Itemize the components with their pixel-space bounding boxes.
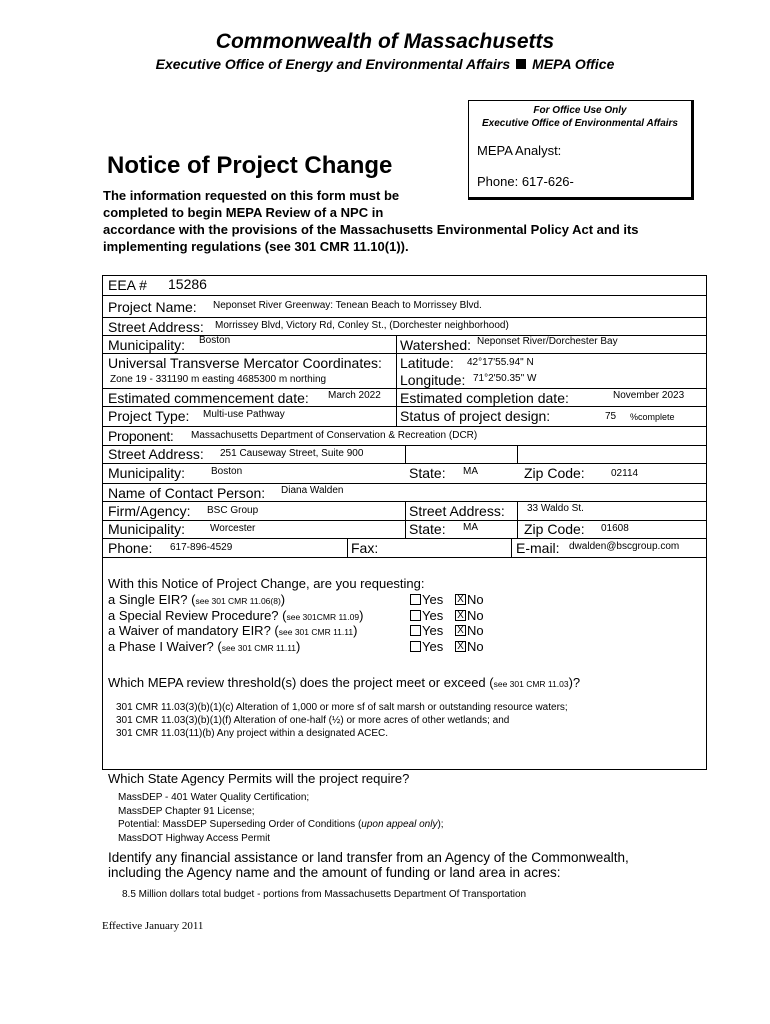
permit-end: );	[437, 819, 444, 830]
utm-label: Universal Transverse Mercator Coordinates:	[108, 355, 382, 371]
contact-person-value: Diana Walden	[281, 485, 344, 496]
request-ref: see 301CMR 11.09	[286, 612, 360, 622]
threshold-item: 301 CMR 11.03(3)(b)(1)(c) Alteration of 1,000 or more sf of salt marsh or outstanding resource waters;	[116, 702, 568, 713]
project-name-value: Neponset River Greenway: Tenean Beach to Morrissey Blvd.	[213, 300, 482, 311]
row-divider	[103, 426, 706, 427]
row-divider	[103, 538, 706, 539]
intro-text	[103, 187, 673, 255]
row-divider	[103, 406, 706, 407]
contact-municipality-value: Worcester	[210, 523, 256, 534]
column-divider	[396, 335, 397, 426]
proponent-label: Proponent:	[108, 428, 174, 444]
email-value: dwalden@bscgroup.com	[569, 541, 680, 552]
row-divider	[103, 483, 706, 484]
design-status-unit: %complete	[630, 412, 675, 422]
watershed-value: Neponset River/Dorchester Bay	[477, 336, 618, 347]
permit-item: MassDEP - 401 Water Quality Certification;	[118, 792, 310, 803]
watershed-label: Watershed:	[400, 337, 472, 353]
longitude-value: 71°2'50.35" W	[473, 373, 537, 384]
row-divider	[103, 353, 706, 354]
proponent-municipality-label: Municipality:	[108, 465, 186, 481]
intro-line: accordance with the provisions of the Massachusetts Environmental Policy Act and its	[103, 222, 639, 237]
contact-zip-value: 01608	[601, 523, 629, 534]
request-ref: see 301 CMR 11.06(8)	[195, 596, 281, 606]
proponent-value: Massachusetts Department of Conservation & Recreation (DCR)	[191, 430, 478, 441]
single-eir-no-checkbox[interactable]: X	[455, 594, 466, 605]
commencement-label: Estimated commencement date:	[108, 390, 309, 406]
office-use-heading: For Office Use Only	[533, 105, 627, 116]
request-end: )	[353, 623, 358, 638]
no-label: No	[467, 623, 484, 638]
contact-zip-label: Zip Code:	[524, 521, 585, 537]
proponent-street-value: 251 Causeway Street, Suite 900	[220, 448, 364, 459]
threshold-question-text: Which MEPA review threshold(s) does the project meet or exceed (	[108, 675, 494, 690]
phase-one-yes-checkbox[interactable]	[410, 641, 421, 652]
no-label: No	[467, 639, 484, 654]
permit-text: Potential: MassDEP Superseding Order of Conditions (	[118, 819, 362, 830]
yes-label: Yes	[422, 608, 444, 623]
contact-state-value: MA	[463, 522, 478, 533]
completion-label: Estimated completion date:	[400, 390, 569, 406]
request-question: a Special Review Procedure? (	[108, 608, 287, 623]
proponent-zip-value: 02114	[611, 468, 639, 479]
row-divider	[103, 388, 706, 389]
threshold-end: )?	[568, 675, 581, 690]
column-divider	[405, 501, 406, 538]
request-phase-one-waiver	[108, 639, 300, 654]
eea-label: EEA #	[108, 277, 147, 293]
request-question: a Waiver of mandatory EIR? (	[108, 623, 279, 638]
design-status-value: 75	[605, 411, 617, 422]
office-use-agency: Executive Office of Environmental Affairs	[482, 118, 678, 129]
row-divider	[103, 557, 706, 558]
column-divider	[511, 538, 512, 557]
contact-person-label: Name of Contact Person:	[108, 485, 266, 501]
permit-item: MassDEP Chapter 91 License;	[118, 806, 255, 817]
permits-question: Which State Agency Permits will the project require?	[108, 771, 410, 786]
request-waiver-eir	[108, 623, 357, 638]
waiver-eir-no-checkbox[interactable]: X	[455, 625, 466, 636]
page-title: Commonwealth of Massachusetts	[215, 30, 555, 53]
permit-item: MassDOT Highway Access Permit	[118, 833, 271, 844]
design-status-label: Status of project design:	[400, 408, 551, 424]
yes-label: Yes	[422, 639, 444, 654]
permit-item	[118, 819, 444, 830]
contact-municipality-label: Municipality:	[108, 521, 186, 537]
proponent-state-label: State:	[409, 465, 446, 481]
page-subtitle	[0, 56, 770, 72]
yes-label: Yes	[422, 623, 444, 638]
column-divider	[405, 445, 406, 463]
request-special-review	[108, 608, 363, 623]
request-question: a Single EIR? (	[108, 592, 196, 607]
street-address-value: Morrissey Blvd, Victory Rd, Conley St., (Dorchester neighborhood)	[215, 320, 509, 331]
email-label: E-mail:	[516, 540, 560, 556]
financial-question-line: including the Agency name and the amount of funding or land area in acres:	[108, 865, 561, 880]
subtitle-agency: Executive Office of Energy and Environmental Affairs	[155, 56, 511, 72]
request-ref: see 301 CMR 11.11	[221, 643, 297, 653]
proponent-municipality-value: Boston	[211, 466, 243, 477]
longitude-label: Longitude:	[400, 372, 466, 388]
waiver-eir-yes-checkbox[interactable]	[410, 625, 421, 636]
column-divider	[347, 538, 348, 557]
municipality-value: Boston	[199, 335, 231, 346]
row-divider	[103, 463, 706, 464]
permit-appeal: upon appeal only	[361, 819, 438, 830]
project-name-label: Project Name:	[108, 299, 197, 315]
contact-state-label: State:	[409, 521, 446, 537]
financial-answer: 8.5 Million dollars total budget - portions from Massachusetts Department Of Transportation	[122, 889, 527, 900]
request-intro: With this Notice of Project Change, are you requesting:	[108, 576, 425, 591]
utm-value: Zone 19 - 331190 m easting 4685300 m northing	[110, 374, 327, 385]
mepa-analyst-label: MEPA Analyst:	[477, 143, 562, 158]
threshold-item: 301 CMR 11.03(3)(b)(1)(f) Alteration of one-half (½) or more acres of other wetlands; and	[116, 715, 510, 726]
column-divider	[517, 501, 518, 538]
phone-value: 617-896-4529	[170, 542, 233, 553]
proponent-zip-label: Zip Code:	[524, 465, 585, 481]
financial-question-line: Identify any financial assistance or land transfer from an Agency of the Commonwealth,	[108, 850, 629, 865]
project-form	[102, 275, 707, 770]
threshold-question	[108, 675, 580, 690]
column-divider	[517, 445, 518, 463]
effective-date: Effective January 2011	[102, 920, 204, 932]
street-address-label: Street Address:	[108, 319, 204, 335]
eea-number: 15286	[168, 276, 207, 292]
special-review-yes-checkbox[interactable]	[410, 610, 421, 621]
completion-value: November 2023	[613, 390, 685, 401]
threshold-ref: see 301 CMR 11.03	[493, 679, 569, 689]
row-divider	[103, 295, 706, 296]
project-type-label: Project Type:	[108, 408, 190, 424]
firm-agency-value: BSC Group	[207, 505, 259, 516]
request-end: )	[280, 592, 286, 607]
commencement-value: March 2022	[328, 390, 381, 401]
intro-line: The information requested on this form must be	[103, 188, 400, 203]
yes-label: Yes	[422, 592, 444, 607]
square-bullet-icon	[516, 59, 526, 69]
no-label: No	[467, 592, 484, 607]
phone-label: Phone:	[108, 540, 153, 556]
single-eir-yes-checkbox[interactable]	[410, 594, 421, 605]
form-title: Notice of Project Change	[107, 152, 393, 179]
threshold-item: 301 CMR 11.03(11)(b) Any project within a designated ACEC.	[116, 728, 388, 739]
intro-line: implementing regulations (see 301 CMR 11.10(1)).	[103, 239, 409, 254]
project-type-value: Multi-use Pathway	[203, 409, 285, 420]
row-divider	[103, 317, 706, 318]
request-ref: see 301 CMR 11.11	[278, 627, 354, 637]
office-use-box	[468, 100, 694, 200]
no-label: No	[467, 608, 484, 623]
request-end: )	[296, 639, 301, 654]
intro-line: completed to begin MEPA Review of a NPC in	[103, 205, 384, 220]
request-single-eir	[108, 592, 285, 607]
municipality-label: Municipality:	[108, 337, 186, 353]
subtitle-office: MEPA Office	[532, 56, 615, 72]
contact-street-value: 33 Waldo St.	[527, 503, 584, 514]
special-review-no-checkbox[interactable]: X	[455, 610, 466, 621]
fax-label: Fax:	[351, 540, 379, 556]
office-phone-label: Phone: 617-626-	[477, 174, 574, 189]
firm-agency-label: Firm/Agency:	[108, 503, 191, 519]
proponent-state-value: MA	[463, 466, 478, 477]
request-end: )	[359, 608, 364, 623]
request-question: a Phase I Waiver? (	[108, 639, 222, 654]
latitude-label: Latitude:	[400, 355, 454, 371]
phase-one-no-checkbox[interactable]: X	[455, 641, 466, 652]
latitude-value: 42°17'55.94" N	[467, 357, 534, 368]
contact-street-label: Street Address:	[409, 503, 505, 519]
proponent-street-label: Street Address:	[108, 446, 204, 462]
